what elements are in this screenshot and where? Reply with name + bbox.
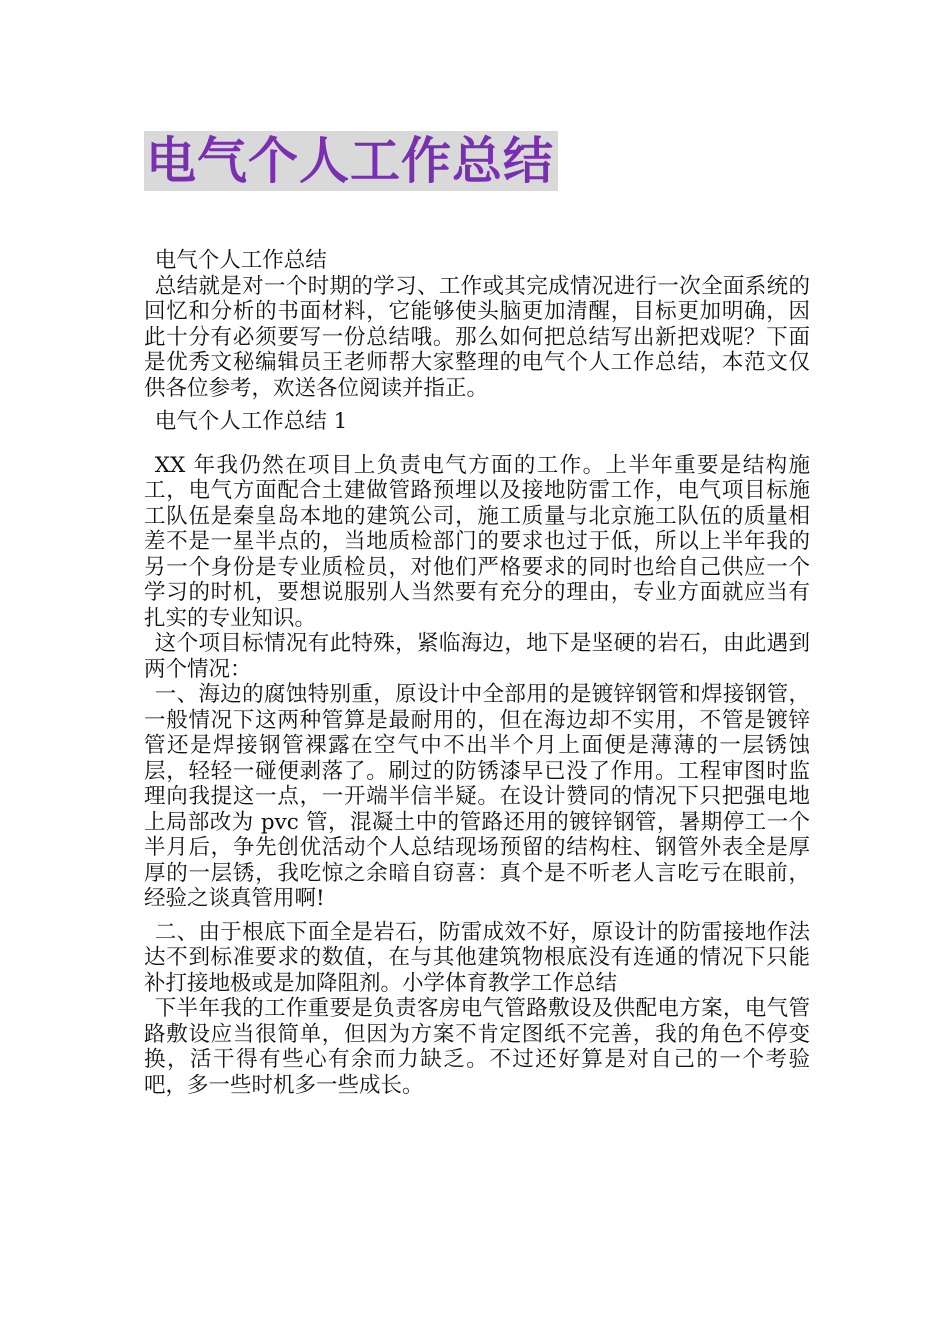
body-paragraph-2: 这个项目标情况有此特殊，紧临海边，地下是坚硬的岩石，由此遇到两个情况： xyxy=(144,631,810,682)
document-title: 电气个人工作总结 xyxy=(144,131,558,191)
section-heading: 电气个人工作总结 1 xyxy=(154,409,348,434)
body-paragraph-5: 下半年我的工作重要是负责客房电气管路敷设及供配电方案，电气管路敷设应当很简单，但因为方案不肯定图纸不完善，我的角色不停变换，活干得有些心有余而力缺乏。不过还好算是对自己的一个考验吧，多一些时机多一些成长。 xyxy=(144,996,810,1098)
body-paragraph-4: 二、由于根底下面全是岩石，防雷成效不好，原设计的防雷接地作法达不到标准要求的数值，在与其他建筑物根底没有连通的情况下只能补打接地极或是加降阻剂。小学体育教学工作总结 xyxy=(144,919,810,996)
subtitle-paragraph: 电气个人工作总结 xyxy=(154,248,327,273)
intro-paragraph: 总结就是对一个时期的学习、工作或其完成情况进行一次全面系统的回忆和分析的书面材料，它能够使头脑更加清醒，目标更加明确，因此十分有必须要写一份总结哦。那么如何把总结写出新把戏呢？下面是优秀文秘编辑员王老师帮大家整理的电气个人工作总结，本范文仅供各位参考，欢送各位阅读并指正。 xyxy=(144,273,810,401)
body-paragraph-3: 一、海边的腐蚀特别重，原设计中全部用的是镀锌钢管和焊接钢管，一般情况下这两种管算是最耐用的，但在海边却不实用，不管是镀锌管还是焊接钢管裸露在空气中不出半个月上面便是薄薄的一层锈蚀层，轻轻一碰便剥落了。刷过的防锈漆早已没了作用。工程审图时监理向我提这一点，一开端半信半疑。在设计赞同的情况下只把强电地上局部改为 pvc 管，混凝土中的管路还用的镀锌钢管，暑期停工一个半月后，争先创优活动个人总结现场预留的结构柱、钢管外表全是厚厚的一层锈，我吃惊之余暗自窃喜：真个是不听老人言吃亏在眼前，经验之谈真管用啊! xyxy=(144,682,810,911)
document-body xyxy=(144,248,810,1098)
body-paragraph-1: XX 年我仍然在项目上负责电气方面的工作。上半年重要是结构施工，电气方面配合土建做管路预埋以及接地防雷工作，电气项目标施工队伍是秦皇岛本地的建筑公司，施工质量与北京施工队伍的质量相差不是一星半点的，当地质检部门的要求也过于低，所以上半年我的另一个身份是专业质检员，对他们严格要求的同时也给自己供应一个学习的时机，要想说服别人当然要有充分的理由，专业方面就应当有扎实的专业知识。 xyxy=(144,452,810,631)
